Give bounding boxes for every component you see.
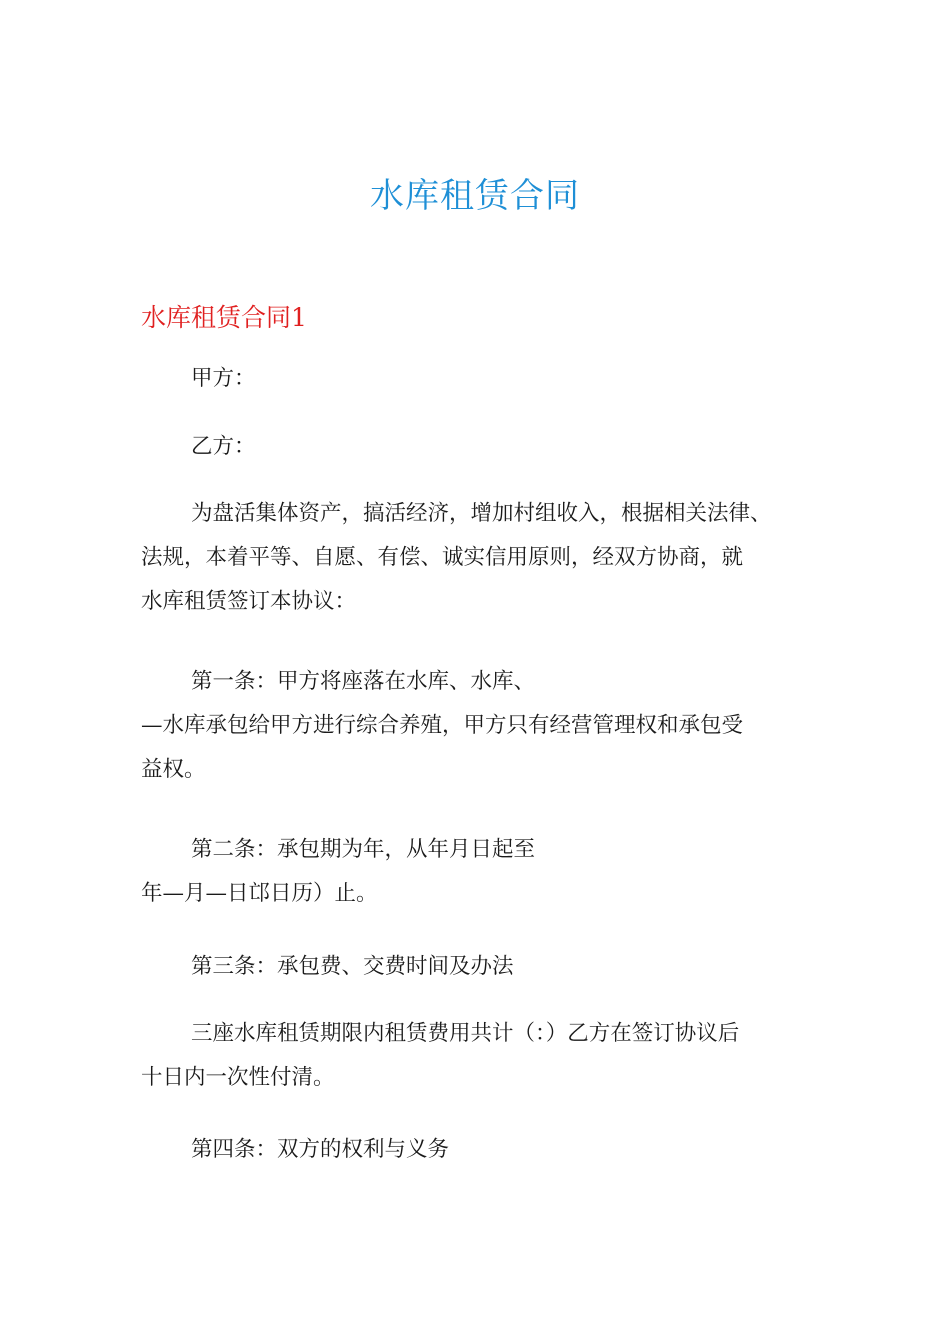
- paragraph-article-4: [141, 1128, 821, 1172]
- paragraph-preamble: [141, 492, 821, 624]
- paragraph-line: 十日内一次性付清。: [141, 1065, 335, 1090]
- paragraph-line: 法规，本着平等、自愿、有偿、诚实信用原则，经双方协商，就: [141, 545, 744, 570]
- paragraph-party-a: [141, 357, 821, 401]
- paragraph-line: 第二条：承包期为年，从年月日起至: [191, 837, 536, 862]
- paragraph-line: 乙方：: [191, 434, 256, 459]
- paragraph-line: 为盘活集体资产，搞活经济，增加村组收入，根据相关法律、: [191, 501, 772, 526]
- paragraph-line: 益权。: [141, 757, 206, 782]
- paragraph-line: 年—月—日邙日历）止。: [141, 881, 378, 906]
- paragraph-line: 水库租赁签订本协议：: [141, 589, 357, 614]
- paragraph-fee-clause: [141, 1012, 821, 1100]
- paragraph-article-2: [141, 828, 821, 916]
- paragraph-line: 三座水库租赁期限内租赁费用共计（：）乙方在签订协议后: [191, 1021, 740, 1046]
- section-title: 水库租赁合同1: [141, 303, 307, 332]
- paragraph-article-3: [141, 945, 821, 989]
- paragraph-line: 第一条：甲方将座落在水库、水库、: [191, 669, 536, 694]
- paragraph-line: 第三条：承包费、交费时间及办法: [191, 954, 514, 979]
- paragraph-article-1: [141, 660, 821, 792]
- paragraph-line: 第四条：双方的权利与义务: [191, 1137, 450, 1162]
- paragraph-line: —水库承包给甲方进行综合养殖，甲方只有经营管理权和承包受: [141, 713, 744, 738]
- paragraph-party-b: [141, 425, 821, 469]
- document-title: 水库租赁合同: [370, 176, 580, 216]
- paragraph-line: 甲方：: [191, 366, 256, 391]
